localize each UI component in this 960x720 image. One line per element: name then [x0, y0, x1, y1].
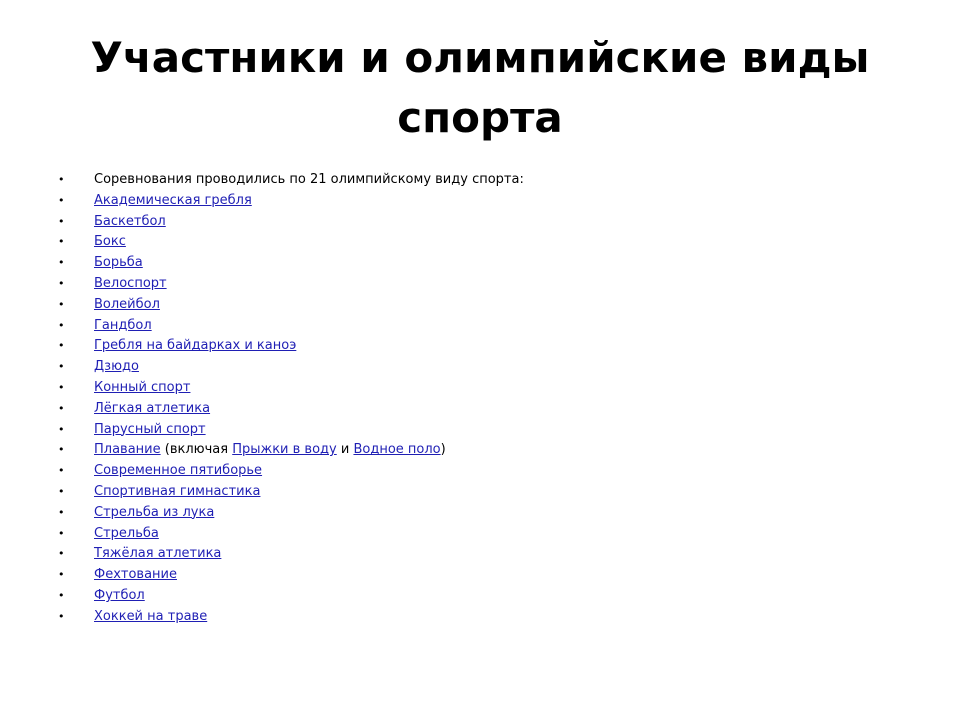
bullet-icon: •: [58, 297, 65, 311]
sport-link-athletics[interactable]: Лёгкая атлетика: [94, 400, 211, 416]
sport-link-football[interactable]: Футбол: [94, 587, 145, 603]
bullet-icon: •: [58, 318, 65, 332]
bullet-icon: •: [58, 568, 65, 582]
sport-link-wrestling[interactable]: Борьба: [94, 255, 143, 271]
bullet-icon: •: [58, 464, 65, 478]
bullet-icon: •: [58, 276, 65, 290]
list-item: [58, 586, 524, 607]
swimming-text-and: и: [336, 442, 354, 458]
sport-link-equestrian[interactable]: Конный спорт: [94, 379, 191, 395]
list-item: [58, 295, 524, 316]
list-item: [58, 482, 524, 503]
sport-link-judo[interactable]: Дзюдо: [94, 359, 139, 375]
sport-link-water-polo[interactable]: Водное поло: [353, 442, 441, 458]
list-item: [58, 336, 524, 357]
sport-link-gymnastics[interactable]: Спортивная гимнастика: [94, 483, 261, 499]
list-item: [58, 420, 524, 441]
list-item: [58, 544, 524, 565]
bullet-icon: •: [58, 173, 65, 186]
sport-link-volleyball[interactable]: Волейбол: [94, 296, 160, 312]
bullet-icon: •: [58, 256, 65, 270]
bullet-icon: •: [58, 443, 65, 457]
list-item: [58, 253, 524, 274]
bullet-icon: •: [58, 547, 65, 561]
sports-list: [58, 170, 524, 628]
sport-link-cycling[interactable]: Велоспорт: [94, 275, 167, 291]
swimming-text-including: (включая: [160, 442, 233, 458]
intro-text: Соревнования проводились по 21 олимпийскому виду спорта:: [94, 172, 524, 187]
bullet-icon: •: [58, 193, 65, 207]
list-item: [58, 503, 524, 524]
list-item: [58, 378, 524, 399]
list-item: [58, 357, 524, 378]
bullet-icon: •: [58, 505, 65, 519]
bullet-icon: •: [58, 609, 65, 623]
sport-link-archery[interactable]: Стрельба из лука: [94, 504, 215, 520]
swimming-text-close: ): [440, 442, 446, 458]
sport-link-weightlifting[interactable]: Тяжёлая атлетика: [94, 546, 222, 562]
bullet-icon: •: [58, 214, 65, 228]
sport-link-canoeing[interactable]: Гребля на байдарках и каноэ: [94, 338, 297, 354]
slide-title: Участники и олимпийские виды спорта: [90, 33, 870, 142]
bullet-icon: •: [58, 360, 65, 374]
list-item: [58, 212, 524, 233]
list-item: [58, 274, 524, 295]
sport-link-diving[interactable]: Прыжки в воду: [232, 442, 337, 458]
list-item: [58, 565, 524, 586]
sport-link-sailing[interactable]: Парусный спорт: [94, 421, 206, 437]
sport-link-boxing[interactable]: Бокс: [94, 234, 126, 250]
list-item: [58, 524, 524, 545]
list-item: [58, 316, 524, 337]
sport-link-basketball[interactable]: Баскетбол: [94, 213, 166, 229]
sport-link-pentathlon[interactable]: Современное пятиборье: [94, 463, 263, 479]
bullet-icon: •: [58, 380, 65, 394]
bullet-icon: •: [58, 422, 65, 436]
bullet-icon: •: [58, 339, 65, 353]
sport-link-rowing[interactable]: Академическая гребля: [94, 192, 252, 208]
list-item: [58, 399, 524, 420]
sport-link-fencing[interactable]: Фехтование: [94, 567, 177, 583]
sport-link-swimming[interactable]: Плавание: [94, 442, 161, 458]
list-item: [58, 191, 524, 212]
bullet-icon: •: [58, 484, 65, 498]
list-item-swimming: [58, 440, 524, 461]
sport-link-field-hockey[interactable]: Хоккей на траве: [94, 608, 208, 624]
list-item: [58, 232, 524, 253]
bullet-icon: •: [58, 235, 65, 249]
bullet-icon: •: [58, 401, 65, 415]
list-item: [58, 607, 524, 628]
sport-link-shooting[interactable]: Стрельба: [94, 525, 159, 541]
bullet-icon: •: [58, 526, 65, 540]
list-item-intro: [58, 170, 524, 191]
bullet-icon: •: [58, 588, 65, 602]
sport-link-handball[interactable]: Гандбол: [94, 317, 152, 333]
list-item: [58, 461, 524, 482]
